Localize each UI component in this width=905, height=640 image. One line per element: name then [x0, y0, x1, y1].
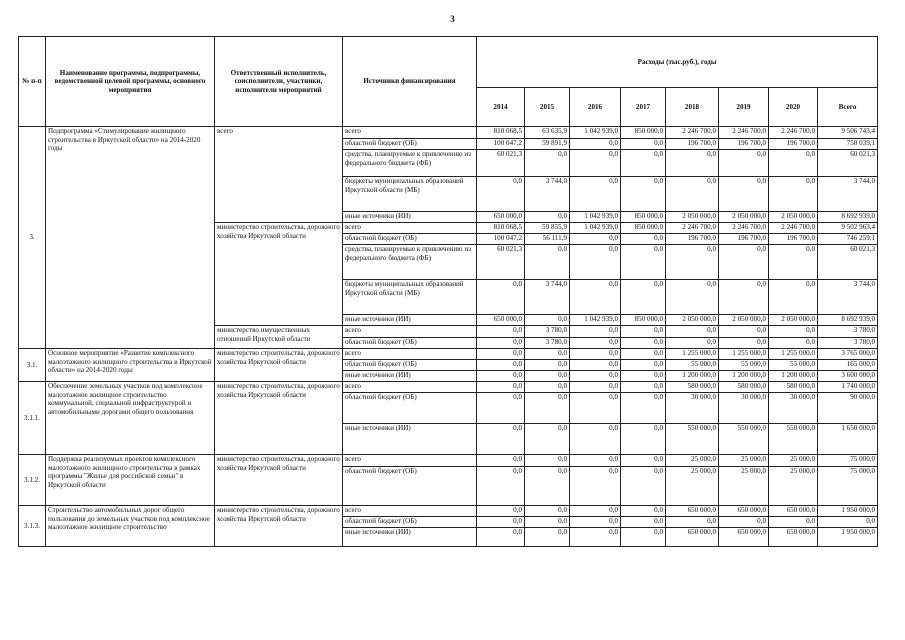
funding-source: всего: [343, 223, 477, 234]
expense-value: 0,0: [525, 517, 570, 528]
expense-value: 0,0: [621, 245, 666, 280]
expense-value: 59 891,9: [525, 139, 570, 150]
expense-value: 0,0: [719, 280, 769, 315]
table-row: [19, 455, 878, 467]
expense-value: 3 780,0: [818, 338, 878, 349]
executor: министерство строительства, дорожного хозяйства Иркутской области: [215, 506, 343, 547]
expense-value: 55 000,0: [719, 360, 769, 371]
header-year-4: 2018: [666, 88, 719, 127]
funding-source: средства, планируемые к привлечению из федерального бюджета (ФБ): [343, 245, 477, 280]
expense-value: 3 744,0: [818, 280, 878, 315]
expense-value: 1 200 000,0: [666, 371, 719, 382]
executor: министерство строительства, дорожного хозяйства Иркутской области: [215, 223, 343, 326]
funding-source: бюджеты муниципальных образований Иркутской области (МБ): [343, 280, 477, 315]
funding-source: средства, планируемые к привлечению из федерального бюджета (ФБ): [343, 150, 477, 177]
expense-value: 0,0: [769, 326, 818, 338]
expense-value: 650 000,0: [666, 528, 719, 547]
funding-source: иные источники (ИИ): [343, 371, 477, 382]
expense-value: 810 068,5: [477, 223, 525, 234]
expense-value: 9 502 963,4: [818, 223, 878, 234]
expense-value: 1 255 000,0: [666, 349, 719, 360]
expense-value: 0,0: [666, 177, 719, 212]
expense-value: 0,0: [570, 393, 621, 424]
expense-value: 0,0: [570, 455, 621, 467]
expense-value: 1 255 000,0: [769, 349, 818, 360]
expense-value: 0,0: [666, 280, 719, 315]
expense-value: 2 246 700,0: [719, 223, 769, 234]
expense-value: 3 600 000,0: [818, 371, 878, 382]
expense-value: 1 950 000,0: [818, 506, 878, 517]
expense-value: 850 000,0: [621, 127, 666, 139]
row-number: 3.1.3.: [19, 506, 46, 547]
expense-value: 0,0: [769, 280, 818, 315]
expense-value: 0,0: [666, 245, 719, 280]
expense-value: 0,0: [621, 177, 666, 212]
funding-source: всего: [343, 127, 477, 139]
funding-source: иные источники (ИИ): [343, 212, 477, 223]
expense-value: 196 700,0: [719, 139, 769, 150]
expense-value: 25 000,0: [719, 455, 769, 467]
expense-value: 2 050 000,0: [666, 212, 719, 223]
expense-value: 165 000,0: [818, 360, 878, 371]
executor: министерство имущественных отношений Иркутской области: [215, 326, 343, 349]
expense-value: 0,0: [525, 506, 570, 517]
expense-value: 2 246 700,0: [666, 127, 719, 139]
expense-value: 0,0: [525, 528, 570, 547]
expense-value: 55 000,0: [769, 360, 818, 371]
header-year-1: 2015: [525, 88, 570, 127]
expense-value: 2 246 700,0: [719, 127, 769, 139]
expense-value: 8 692 939,0: [818, 212, 878, 223]
table-row: [19, 506, 878, 517]
row-number: 3.1.1.: [19, 382, 46, 455]
row-number: 3.1.: [19, 349, 46, 382]
expense-value: 0,0: [621, 393, 666, 424]
expense-value: 0,0: [525, 315, 570, 326]
expense-value: 2 246 700,0: [769, 127, 818, 139]
expense-value: 2 050 000,0: [719, 315, 769, 326]
expense-value: 0,0: [477, 177, 525, 212]
expense-value: 550 000,0: [666, 424, 719, 455]
expense-value: 0,0: [477, 280, 525, 315]
expense-value: 0,0: [477, 528, 525, 547]
table-row: [19, 382, 878, 393]
expense-value: 0,0: [621, 280, 666, 315]
expense-value: 0,0: [621, 150, 666, 177]
expense-value: 0,0: [769, 177, 818, 212]
expense-value: 0,0: [570, 139, 621, 150]
header-year-6: 2020: [769, 88, 818, 127]
expense-value: 1 042 939,0: [570, 315, 621, 326]
funding-source: областной бюджет (ОБ): [343, 467, 477, 506]
expense-value: 0,0: [570, 338, 621, 349]
expense-value: 580 000,0: [769, 382, 818, 393]
funding-source: областной бюджет (ОБ): [343, 517, 477, 528]
expense-value: 0,0: [525, 245, 570, 280]
funding-source: всего: [343, 382, 477, 393]
expense-value: 0,0: [621, 455, 666, 467]
expense-value: 1 255 000,0: [719, 349, 769, 360]
expense-value: 0,0: [666, 150, 719, 177]
expense-value: 2 050 000,0: [769, 212, 818, 223]
expense-value: 0,0: [570, 245, 621, 280]
expense-value: 2 050 000,0: [719, 212, 769, 223]
expense-value: 0,0: [818, 517, 878, 528]
expense-value: 1 042 939,0: [570, 127, 621, 139]
page-number: 3: [450, 14, 455, 24]
expense-value: 0,0: [525, 382, 570, 393]
expense-value: 0,0: [525, 455, 570, 467]
expense-value: 60 021,3: [477, 245, 525, 280]
expense-value: 55 000,0: [666, 360, 719, 371]
expense-value: 30 000,0: [769, 393, 818, 424]
expense-value: 0,0: [719, 326, 769, 338]
expense-value: 2 050 000,0: [666, 315, 719, 326]
expense-value: 0,0: [477, 467, 525, 506]
expense-value: 1 950 000,0: [818, 528, 878, 547]
program-name: Поддержка реализуемых проектов комплексного малоэтажного жилищного строительства в рамках программы "Жилье для российской семьи" в Иркутской области: [46, 455, 215, 506]
expenses-table: [18, 36, 878, 547]
expense-value: 0,0: [525, 212, 570, 223]
funding-source: иные источники (ИИ): [343, 528, 477, 547]
expense-value: 30 000,0: [666, 393, 719, 424]
expense-value: 8 692 939,0: [818, 315, 878, 326]
expense-value: 196 700,0: [666, 234, 719, 245]
header-year-5: 2019: [719, 88, 769, 127]
expense-value: 810 068,5: [477, 127, 525, 139]
expense-value: 750 039,1: [818, 139, 878, 150]
expense-value: 3 780,0: [818, 326, 878, 338]
expense-value: 0,0: [621, 349, 666, 360]
funding-source: всего: [343, 455, 477, 467]
funding-source: всего: [343, 326, 477, 338]
expense-value: 0,0: [719, 245, 769, 280]
header-executor: Ответственный исполнитель, соисполнители, участники, исполнители мероприятий: [215, 37, 343, 127]
expense-value: 650 000,0: [477, 212, 525, 223]
expense-value: 25 000,0: [666, 467, 719, 506]
expense-value: 650 000,0: [769, 506, 818, 517]
expense-value: 0,0: [621, 424, 666, 455]
expense-value: 0,0: [570, 360, 621, 371]
header-year-3: 2017: [621, 88, 666, 127]
expense-value: 0,0: [570, 517, 621, 528]
expense-value: 0,0: [621, 517, 666, 528]
expense-value: 0,0: [621, 528, 666, 547]
header-year-7: Всего: [818, 88, 878, 127]
expense-value: 580 000,0: [719, 382, 769, 393]
expense-value: 0,0: [525, 360, 570, 371]
expense-value: 0,0: [570, 506, 621, 517]
expense-value: 650 000,0: [666, 506, 719, 517]
table-row: [19, 127, 878, 139]
expense-value: 0,0: [769, 150, 818, 177]
expense-value: 2 050 000,0: [769, 315, 818, 326]
funding-source: иные источники (ИИ): [343, 424, 477, 455]
expense-value: 0,0: [570, 150, 621, 177]
expense-value: 650 000,0: [719, 528, 769, 547]
expense-value: 75 000,0: [818, 467, 878, 506]
expense-value: 0,0: [719, 338, 769, 349]
expense-value: 59 855,9: [525, 223, 570, 234]
table-body: [19, 127, 878, 547]
executor: министерство строительства, дорожного хозяйства Иркутской области: [215, 349, 343, 382]
executor: министерство строительства, дорожного хозяйства Иркутской области: [215, 382, 343, 455]
expense-value: 25 000,0: [769, 455, 818, 467]
expense-value: 196 700,0: [666, 139, 719, 150]
expense-value: 0,0: [621, 326, 666, 338]
expense-value: 0,0: [570, 349, 621, 360]
expense-value: 3 780,0: [525, 338, 570, 349]
expense-value: 0,0: [621, 467, 666, 506]
expense-value: 650 000,0: [769, 528, 818, 547]
expense-value: 3 780,0: [525, 326, 570, 338]
table-row: [19, 349, 878, 360]
expense-value: 850 000,0: [621, 212, 666, 223]
expense-value: 56 111,9: [525, 234, 570, 245]
header-program-name: Наименование программы, подпрограммы, ведомственной целевой программы, основного мероприятия: [46, 37, 215, 127]
expense-value: 1 650 000,0: [818, 424, 878, 455]
expense-value: 0,0: [525, 393, 570, 424]
expense-value: 0,0: [719, 150, 769, 177]
program-name: Обеспечение земельных участков под комплексное малоэтажное жилищное строительство коммунальной, социальной инфраструктурой и автомобильными дорогами общего пользования: [46, 382, 215, 455]
expense-value: 0,0: [477, 326, 525, 338]
expense-value: 0,0: [525, 371, 570, 382]
expense-value: 0,0: [525, 150, 570, 177]
expense-value: 25 000,0: [769, 467, 818, 506]
expense-value: 0,0: [477, 338, 525, 349]
program-name: Строительство автомобильных дорог общего пользования до земельных участков под комплексное малоэтажное жилищное строительство: [46, 506, 215, 547]
expense-value: 0,0: [477, 371, 525, 382]
expense-value: 0,0: [525, 349, 570, 360]
expense-value: 0,0: [769, 338, 818, 349]
header-expenses: Расходы (тыс.руб.), годы: [477, 37, 878, 88]
row-number: 3.1.2.: [19, 455, 46, 506]
expense-value: 0,0: [621, 338, 666, 349]
expense-value: 25 000,0: [719, 467, 769, 506]
expense-value: 0,0: [621, 506, 666, 517]
expense-value: 1 042 939,0: [570, 223, 621, 234]
expense-value: 0,0: [719, 517, 769, 528]
expense-value: 75 000,0: [818, 455, 878, 467]
expense-value: 0,0: [570, 382, 621, 393]
expense-value: 0,0: [477, 349, 525, 360]
expense-value: 0,0: [477, 506, 525, 517]
expense-value: 0,0: [621, 360, 666, 371]
expense-value: 1 200 000,0: [719, 371, 769, 382]
funding-source: областной бюджет (ОБ): [343, 360, 477, 371]
expense-value: 0,0: [769, 517, 818, 528]
expense-value: 0,0: [477, 424, 525, 455]
expense-value: 0,0: [570, 371, 621, 382]
expense-value: 100 047,2: [477, 139, 525, 150]
expense-value: 30 000,0: [719, 393, 769, 424]
header-year-0: 2014: [477, 88, 525, 127]
expense-value: 0,0: [525, 467, 570, 506]
header-no: № п-п: [19, 37, 46, 127]
expense-value: 550 000,0: [769, 424, 818, 455]
funding-source: бюджеты муниципальных образований Иркутской области (МБ): [343, 177, 477, 212]
expense-value: 0,0: [666, 517, 719, 528]
executor: всего: [215, 127, 343, 223]
expense-value: 0,0: [570, 424, 621, 455]
expense-value: 0,0: [477, 455, 525, 467]
funding-source: областной бюджет (ОБ): [343, 338, 477, 349]
expense-value: 2 246 700,0: [769, 223, 818, 234]
expense-value: 580 000,0: [666, 382, 719, 393]
expense-value: 0,0: [666, 338, 719, 349]
expense-value: 60 021,3: [477, 150, 525, 177]
expense-value: 0,0: [769, 245, 818, 280]
funding-source: всего: [343, 506, 477, 517]
expense-value: 0,0: [719, 177, 769, 212]
expense-value: 746 259,1: [818, 234, 878, 245]
expense-value: 0,0: [570, 234, 621, 245]
expense-value: 2 246 700,0: [666, 223, 719, 234]
funding-source: иные источники (ИИ): [343, 315, 477, 326]
expense-value: 0,0: [621, 234, 666, 245]
header-year-2: 2016: [570, 88, 621, 127]
expense-value: 0,0: [621, 139, 666, 150]
expense-value: 25 000,0: [666, 455, 719, 467]
expense-value: 60 021,3: [818, 150, 878, 177]
expense-value: 0,0: [477, 393, 525, 424]
expense-value: 0,0: [621, 371, 666, 382]
expense-value: 0,0: [570, 326, 621, 338]
expense-value: 850 000,0: [621, 223, 666, 234]
expense-value: 1 740 000,0: [818, 382, 878, 393]
expense-value: 0,0: [570, 528, 621, 547]
expense-value: 0,0: [477, 360, 525, 371]
expense-value: 0,0: [477, 382, 525, 393]
expense-value: 0,0: [570, 280, 621, 315]
funding-source: областной бюджет (ОБ): [343, 393, 477, 424]
executor: министерство строительства, дорожного хозяйства Иркутской области: [215, 455, 343, 506]
expense-value: 0,0: [570, 467, 621, 506]
expense-value: 196 700,0: [719, 234, 769, 245]
expense-value: 0,0: [621, 382, 666, 393]
program-name: Подпрограмма «Стимулирование жилищного строительства в Иркутской области» на 2014-2020 годы: [46, 127, 215, 349]
expense-value: 9 506 743,4: [818, 127, 878, 139]
funding-source: областной бюджет (ОБ): [343, 234, 477, 245]
funding-source: всего: [343, 349, 477, 360]
expense-value: 3 744,0: [818, 177, 878, 212]
expense-value: 90 000,0: [818, 393, 878, 424]
expense-value: 0,0: [525, 424, 570, 455]
expense-value: 1 042 939,0: [570, 212, 621, 223]
expense-value: 0,0: [570, 177, 621, 212]
expense-value: 3 744,0: [525, 280, 570, 315]
expense-value: 850 000,0: [621, 315, 666, 326]
row-number: 3.: [19, 127, 46, 349]
expense-value: 60 021,3: [818, 245, 878, 280]
expense-value: 100 047,2: [477, 234, 525, 245]
expense-value: 0,0: [666, 326, 719, 338]
expense-value: 650 000,0: [477, 315, 525, 326]
expense-value: 1 200 000,0: [769, 371, 818, 382]
program-name: Основное мероприятие «Развитие комплексного малоэтажного жилищного строительства в Иркутской области» на 2014-2020 годы: [46, 349, 215, 382]
header-funding-source: Источники финансирования: [343, 37, 477, 127]
expense-value: 3 765 000,0: [818, 349, 878, 360]
expense-value: 650 000,0: [719, 506, 769, 517]
expenses-table-container: [18, 36, 877, 547]
expense-value: 196 700,0: [769, 139, 818, 150]
funding-source: областной бюджет (ОБ): [343, 139, 477, 150]
expense-value: 63 635,9: [525, 127, 570, 139]
expense-value: 3 744,0: [525, 177, 570, 212]
expense-value: 0,0: [477, 517, 525, 528]
expense-value: 196 700,0: [769, 234, 818, 245]
expense-value: 550 000,0: [719, 424, 769, 455]
